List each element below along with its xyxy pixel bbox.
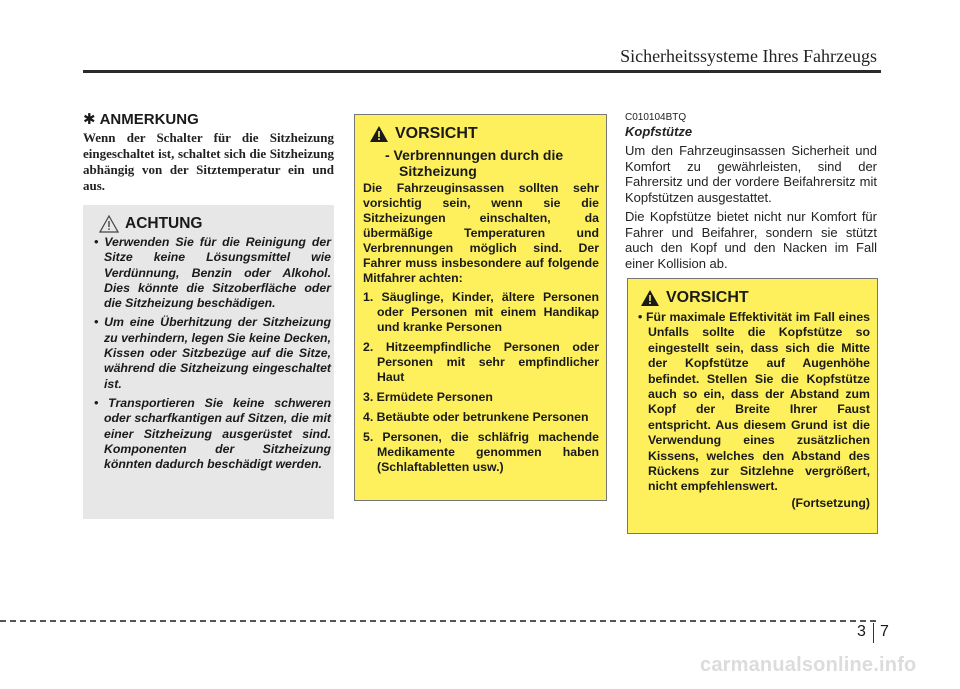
footer-rule bbox=[0, 620, 876, 622]
section-code: C010104BTQ bbox=[625, 112, 687, 123]
continuation-note: (Fortsetzung) bbox=[791, 495, 870, 510]
note-text: Wenn der Schalter für die Sitzheizung eingeschaltet ist, schaltet sich die Sitzheizung abhängig von der Sitztemperatur ein und aus. bbox=[83, 130, 334, 193]
asterisk-icon: ✱ bbox=[83, 111, 96, 128]
achtung-heading-label: ACHTUNG bbox=[125, 215, 203, 232]
list-item: 3. Ermüdete Personen bbox=[363, 390, 493, 404]
paragraph: Um den Fahrzeuginsassen Sicherheit und Komfort zu gewährleisten, sind der Fahrersitz und der vordere Beifahrersitz mit Kopfstützen ausgestattet. bbox=[625, 143, 877, 205]
vorsicht-intro: Die Fahrzeuginsassen sollten sehr vorsichtig sein, wenn sie die Sitzheizungen einschalten, da übermäßige Temperaturen und Verbrennungen möglich sind. Der Fahrer muss insbesondere auf folgende Mitfahrer achten: bbox=[363, 181, 599, 285]
running-header: Sicherheitssysteme Ihres Fahrzeugs bbox=[620, 46, 877, 66]
section-body bbox=[625, 143, 877, 275]
vorsicht-list bbox=[363, 290, 599, 475]
chapter-number: 3 bbox=[857, 623, 866, 640]
header-rule bbox=[83, 70, 881, 73]
note-heading bbox=[83, 110, 199, 128]
vorsicht-heading-label: VORSICHT bbox=[666, 289, 749, 306]
vorsicht-subheading: - Verbrennungen durch die Sitzheizung bbox=[385, 147, 564, 179]
vorsicht-heading bbox=[369, 125, 478, 143]
achtung-box bbox=[83, 205, 334, 519]
section-title: Kopfstütze bbox=[625, 124, 693, 139]
watermark[interactable]: carmanualsonline.info bbox=[700, 654, 917, 676]
vorsicht-body bbox=[636, 310, 870, 511]
list-item: • Transportieren Sie keine schweren oder scharfkantigen auf Sitzen, die mit einer Sitzheizung ausgerüstet sind. Komponenten der Sitzheizung könnten dadurch beschädigt werden. bbox=[94, 395, 331, 472]
vorsicht-heading-label: VORSICHT bbox=[395, 125, 478, 142]
warning-triangle-outline-icon bbox=[99, 215, 119, 233]
achtung-list bbox=[91, 235, 331, 476]
warning-triangle-icon bbox=[369, 125, 389, 143]
vorsicht-box-seat-heating bbox=[354, 114, 607, 501]
list-item: • Für maximale Effektivität im Fall eines Unfalls sollte die Kopfstütze so eingestellt sein, dass sich die Mitte der Kopfstütze auf Augenhöhe befindet. Stellen Sie die Kopfstütze auch so ein, dass der Abstand zum Kopf der Breite Ihrer Faust entspricht. Aus diesem Grund ist die Verwendung eines zusätzlichen Kissens, welches den Abstand des Rückens zur Sitzlehne vergrößert, nicht empfehlenswert. bbox=[638, 310, 870, 494]
list-item: 5. Personen, die schläfrig machende Medikamente genommen haben (Schlaftabletten usw.) bbox=[363, 430, 599, 474]
page-number: 7 bbox=[880, 623, 889, 640]
list-item: 4. Betäubte oder betrunkene Personen bbox=[363, 410, 589, 424]
vorsicht-heading bbox=[640, 289, 749, 307]
paragraph: Die Kopfstütze bietet nicht nur Komfort für Fahrer und Beifahrer, sondern sie stützt auch den Kopf und den Nacken im Fall einer Kollision ab. bbox=[625, 209, 877, 271]
page-number-divider bbox=[873, 623, 874, 643]
vorsicht-box-headrest bbox=[627, 278, 878, 534]
achtung-heading bbox=[99, 215, 203, 233]
note-heading-label: ANMERKUNG bbox=[99, 111, 199, 128]
list-item: 1. Säuglinge, Kinder, ältere Personen oder Personen mit einem Handikap und kranke Personen bbox=[363, 290, 599, 334]
vorsicht-body bbox=[363, 181, 599, 480]
list-item: • Um eine Überhitzung der Sitzheizung zu verhindern, legen Sie keine Decken, Kissen oder Sitzbezüge auf die Sitze, während die Sitzheizung eingeschaltet ist. bbox=[94, 315, 331, 391]
warning-triangle-icon bbox=[640, 289, 660, 307]
list-item: • Verwenden Sie für die Reinigung der Sitze keine Lösungsmittel wie Verdünnung, Benzin oder Alkohol. Dies könnte die Sitzoberfläche oder die Sitzheizung beschädigen. bbox=[94, 235, 331, 311]
list-item: 2. Hitzeempfindliche Personen oder Personen mit sehr empfindlicher Haut bbox=[363, 340, 599, 384]
